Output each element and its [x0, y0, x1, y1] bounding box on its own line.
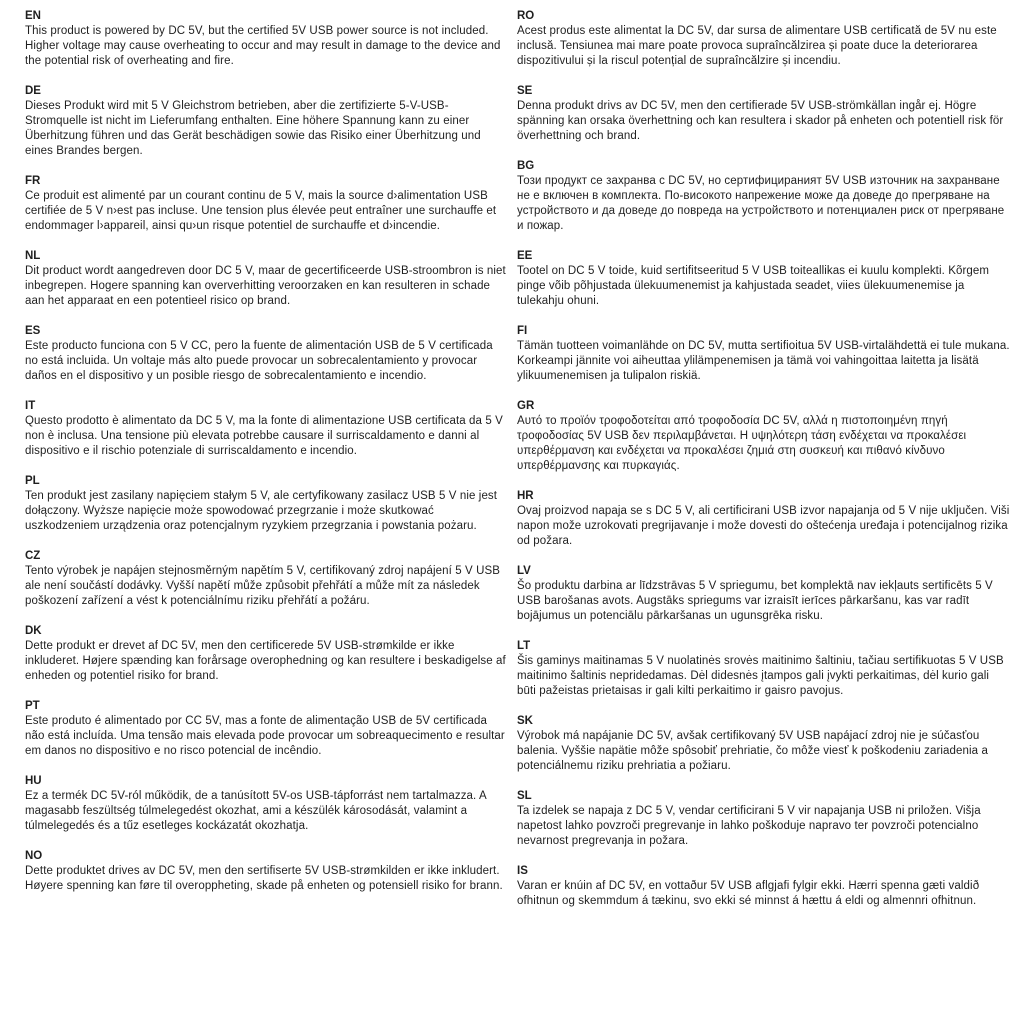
language-code: IS	[517, 865, 528, 877]
language-block-ro	[517, 9, 1010, 69]
language-code: NL	[25, 250, 41, 262]
language-block-sk	[517, 714, 1010, 774]
language-block-sl	[517, 789, 1010, 849]
language-code: RO	[517, 10, 535, 22]
language-code: PL	[25, 475, 40, 487]
language-code: HR	[517, 490, 534, 502]
language-text: This product is powered by DC 5V, but the certified 5V USB power source is not included. Higher voltage may cause overheating to occur and may result in damage to the device and the potential risk of overheating and fire.	[25, 25, 501, 67]
column-left	[25, 9, 506, 1016]
language-text: Този продукт се захранва с DC 5V, но сертифицираният 5V USB източник на захранване не е включен в комплекта. По-високото напрежение може да доведе до прегряване на устройството и да доведе до повреда на устройството и потенциален риск от прегряване и пожар.	[517, 175, 1005, 232]
language-block-hu	[25, 774, 506, 834]
language-code: DE	[25, 85, 41, 97]
language-code: FI	[517, 325, 528, 337]
language-block-lt	[517, 639, 1010, 699]
language-block-hr	[517, 489, 1010, 549]
language-text: Ta izdelek se napaja z DC 5 V, vendar certificirani 5 V vir napajanja USB ni priložen. Višja napetost lahko povzroči pregrevanje in lahko poškoduje napravo ter povzroči potencialno nevarnost pregrevanja in požara.	[517, 805, 981, 847]
language-block-gr	[517, 399, 1010, 474]
language-text: Αυτό το προϊόν τροφοδοτείται από τροφοδοσία DC 5V, αλλά η πιστοποιημένη πηγή τροφοδοσίας 5V USB δεν περιλαμβάνεται. Η υψηλότερη τάση ενδέχεται να προκαλέσει υπερθέρμανση και ενδέχεται να προκαλέσει ζημιά στη συσκευή και πιθανό κίνδυνο υπερθέρμανσης και πυρκαγιάς.	[517, 415, 967, 472]
language-code: BG	[517, 160, 535, 172]
language-text: Dieses Produkt wird mit 5 V Gleichstrom betrieben, aber die zertifizierte 5-V-USB-Stromquelle ist nicht im Lieferumfang enthalten. Eine höhere Spannung kann zu einer Überhitzung führen und das Gerät beschädigen sowie das Risiko einer Überhitzung und eines Brandes bergen.	[25, 100, 481, 157]
language-code: FR	[25, 175, 41, 187]
language-block-de	[25, 84, 506, 159]
language-text: Ovaj proizvod napaja se s DC 5 V, ali certificirani USB izvor napajanja od 5 V nije uključen. Viši napon može uzrokovati pregrijavanje i može dovesti do oštećenja uređaja i potencijalnog rizika od požara.	[517, 505, 1010, 547]
language-code: EE	[517, 250, 533, 262]
language-text: Dit product wordt aangedreven door DC 5 V, maar de gecertificeerde USB-stroombron is niet inbegrepen. Hogere spanning kan oververhitting veroorzaken en kan resulteren in schade aan het apparaat en een potentieel risico op brand.	[25, 265, 506, 307]
language-text: Questo prodotto è alimentato da DC 5 V, ma la fonte di alimentazione USB certificata da 5 V non è inclusa. Una tensione più elevata potrebbe causare il surriscaldamento e danni al dispositivo e il rischio potenziale di surriscaldamento e incendio.	[25, 415, 503, 457]
language-block-pl	[25, 474, 506, 534]
language-block-fr	[25, 174, 506, 234]
language-text: Ce produit est alimenté par un courant continu de 5 V, mais la source d›alimentation USB certifiée de 5 V n›est pas incluse. Une tension plus élevée peut entraîner une surchauffe et endommager l›appareil, ainsi qu›un risque potentiel de surchauffe et d›incendie.	[25, 190, 497, 232]
language-text: Šis gaminys maitinamas 5 V nuolatinės srovės maitinimo šaltiniu, tačiau sertifikuotas 5 V USB maitinimo šaltinis nepridedamas. Dėl didesnės įtampos gali įvykti perkaitimas, dėl kurio gali būti pažeistas prietaisas ir gali kilti perkaitimo ir gaisro pavojus.	[517, 655, 1004, 697]
language-text: Tootel on DC 5 V toide, kuid sertifitseeritud 5 V USB toiteallikas ei kuulu komplekti. Kõrgem pinge võib põhjustada ülekuumenemist ja kahjustada seadet, viies ülekuumenemise ja tulekahju ohuni.	[517, 265, 990, 307]
language-code: DK	[25, 625, 42, 637]
language-code: NO	[25, 850, 43, 862]
language-block-lv	[517, 564, 1010, 624]
column-right	[517, 9, 1010, 1016]
language-text: Dette produktet drives av DC 5V, men den sertifiserte 5V USB-strømkilden er ikke inkludert. Høyere spenning kan føre til overoppheting, skade på enheten og potensiell risiko for brann.	[25, 865, 503, 892]
language-block-es	[25, 324, 506, 384]
language-text: Výrobok má napájanie DC 5V, avšak certifikovaný 5V USB napájací zdroj nie je súčasťou balenia. Vyššie napätie môže spôsobiť prehriatie, čo môže viesť k poškodeniu zariadenia a potenciálnemu riziku prehriatia a požiaru.	[517, 730, 988, 772]
language-block-cz	[25, 549, 506, 609]
language-text: Acest produs este alimentat la DC 5V, dar sursa de alimentare USB certificată de 5V nu este inclusă. Tensiunea mai mare poate provoca supraîncălzirea și poate duce la deteriorarea dispozitivului și la riscul potențial de supraîncălzire și incendiu.	[517, 25, 997, 67]
language-block-is	[517, 864, 1010, 909]
language-code: LT	[517, 640, 531, 652]
language-text: Ez a termék DC 5V-ról működik, de a tanúsított 5V-os USB-tápforrást nem tartalmazza. A magasabb feszültség túlmelegedést okozhat, ami a készülék károsodását, valamint a túlmelegedés és a tűz esetleges kockázatát okozhatja.	[25, 790, 487, 832]
language-code: SE	[517, 85, 533, 97]
language-text: Varan er knúin af DC 5V, en vottaður 5V USB aflgjafi fylgir ekki. Hærri spenna gæti valdið ofhitnun og skemmdum á tækinu, svo ekki sé minnst á hættu á eldi og almennri ofhitnun.	[517, 880, 980, 907]
language-text: Este produto é alimentado por CC 5V, mas a fonte de alimentação USB de 5V certificada não está incluída. Uma tensão mais elevada pode provocar um sobreaquecimento e resultar em danos no dispositivo e no risco potencial de incêndio.	[25, 715, 505, 757]
language-code: CZ	[25, 550, 41, 562]
language-text: Dette produkt er drevet af DC 5V, men den certificerede 5V USB-strømkilde er ikke inkluderet. Højere spænding kan forårsage overophedning og kan resultere i beskadigelse af enheden og potentiel risiko for brand.	[25, 640, 506, 682]
language-block-it	[25, 399, 506, 459]
language-code: HU	[25, 775, 42, 787]
language-block-fi	[517, 324, 1010, 384]
language-block-dk	[25, 624, 506, 684]
language-block-se	[517, 84, 1010, 144]
language-block-ee	[517, 249, 1010, 309]
language-text: Šo produktu darbina ar līdzstrāvas 5 V spriegumu, bet komplektā nav iekļauts sertificēts 5 V USB barošanas avots. Augstāks spriegums var izraisīt ierīces pārkaršanu, kas var radīt bojājumus un potenciālu pārkaršanas un ugunsgrēka risku.	[517, 580, 993, 622]
language-block-pt	[25, 699, 506, 759]
language-code: EN	[25, 10, 41, 22]
language-block-bg	[517, 159, 1010, 234]
language-text: Tämän tuotteen voimanlähde on DC 5V, mutta sertifioitua 5V USB-virtalähdettä ei tule mukana. Korkeampi jännite voi aiheuttaa ylilämpenemisen ja tämä voi vahingoittaa laitetta ja lisätä ylikuumenemisen ja tulipalon riskiä.	[517, 340, 1010, 382]
language-code: GR	[517, 400, 535, 412]
language-code: PT	[25, 700, 40, 712]
language-code: IT	[25, 400, 36, 412]
language-text: Tento výrobek je napájen stejnosměrným napětím 5 V, certifikovaný zdroj napájení 5 V USB ale není součástí dodávky. Vyšší napětí může způsobit přehřátí a může mít za následek poškození zařízení a vést k potenciálnímu riziku přehřátí a požáru.	[25, 565, 501, 607]
language-block-no	[25, 849, 506, 894]
language-code: SK	[517, 715, 533, 727]
language-text: Este producto funciona con 5 V CC, pero la fuente de alimentación USB de 5 V certificada no está incluida. Un voltaje más alto puede provocar un sobrecalentamiento y provocar daños en el dispositivo y un posible riesgo de sobrecalentamiento e incendio.	[25, 340, 493, 382]
language-code: LV	[517, 565, 531, 577]
language-block-en	[25, 9, 506, 69]
language-code: SL	[517, 790, 532, 802]
language-text: Ten produkt jest zasilany napięciem stałym 5 V, ale certyfikowany zasilacz USB 5 V nie jest dołączony. Wyższe napięcie może spowodować przegrzanie i może skutkować uszkodzeniem urządzenia oraz potencjalnym ryzykiem przegrzania i powstania pożaru.	[25, 490, 498, 532]
language-text: Denna produkt drivs av DC 5V, men den certifierade 5V USB-strömkällan ingår ej. Högre spänning kan orsaka överhettning och kan resultera i skador på enheten och potentiell risk för överhettning och brand.	[517, 100, 1004, 142]
language-code: ES	[25, 325, 41, 337]
language-block-nl	[25, 249, 506, 309]
